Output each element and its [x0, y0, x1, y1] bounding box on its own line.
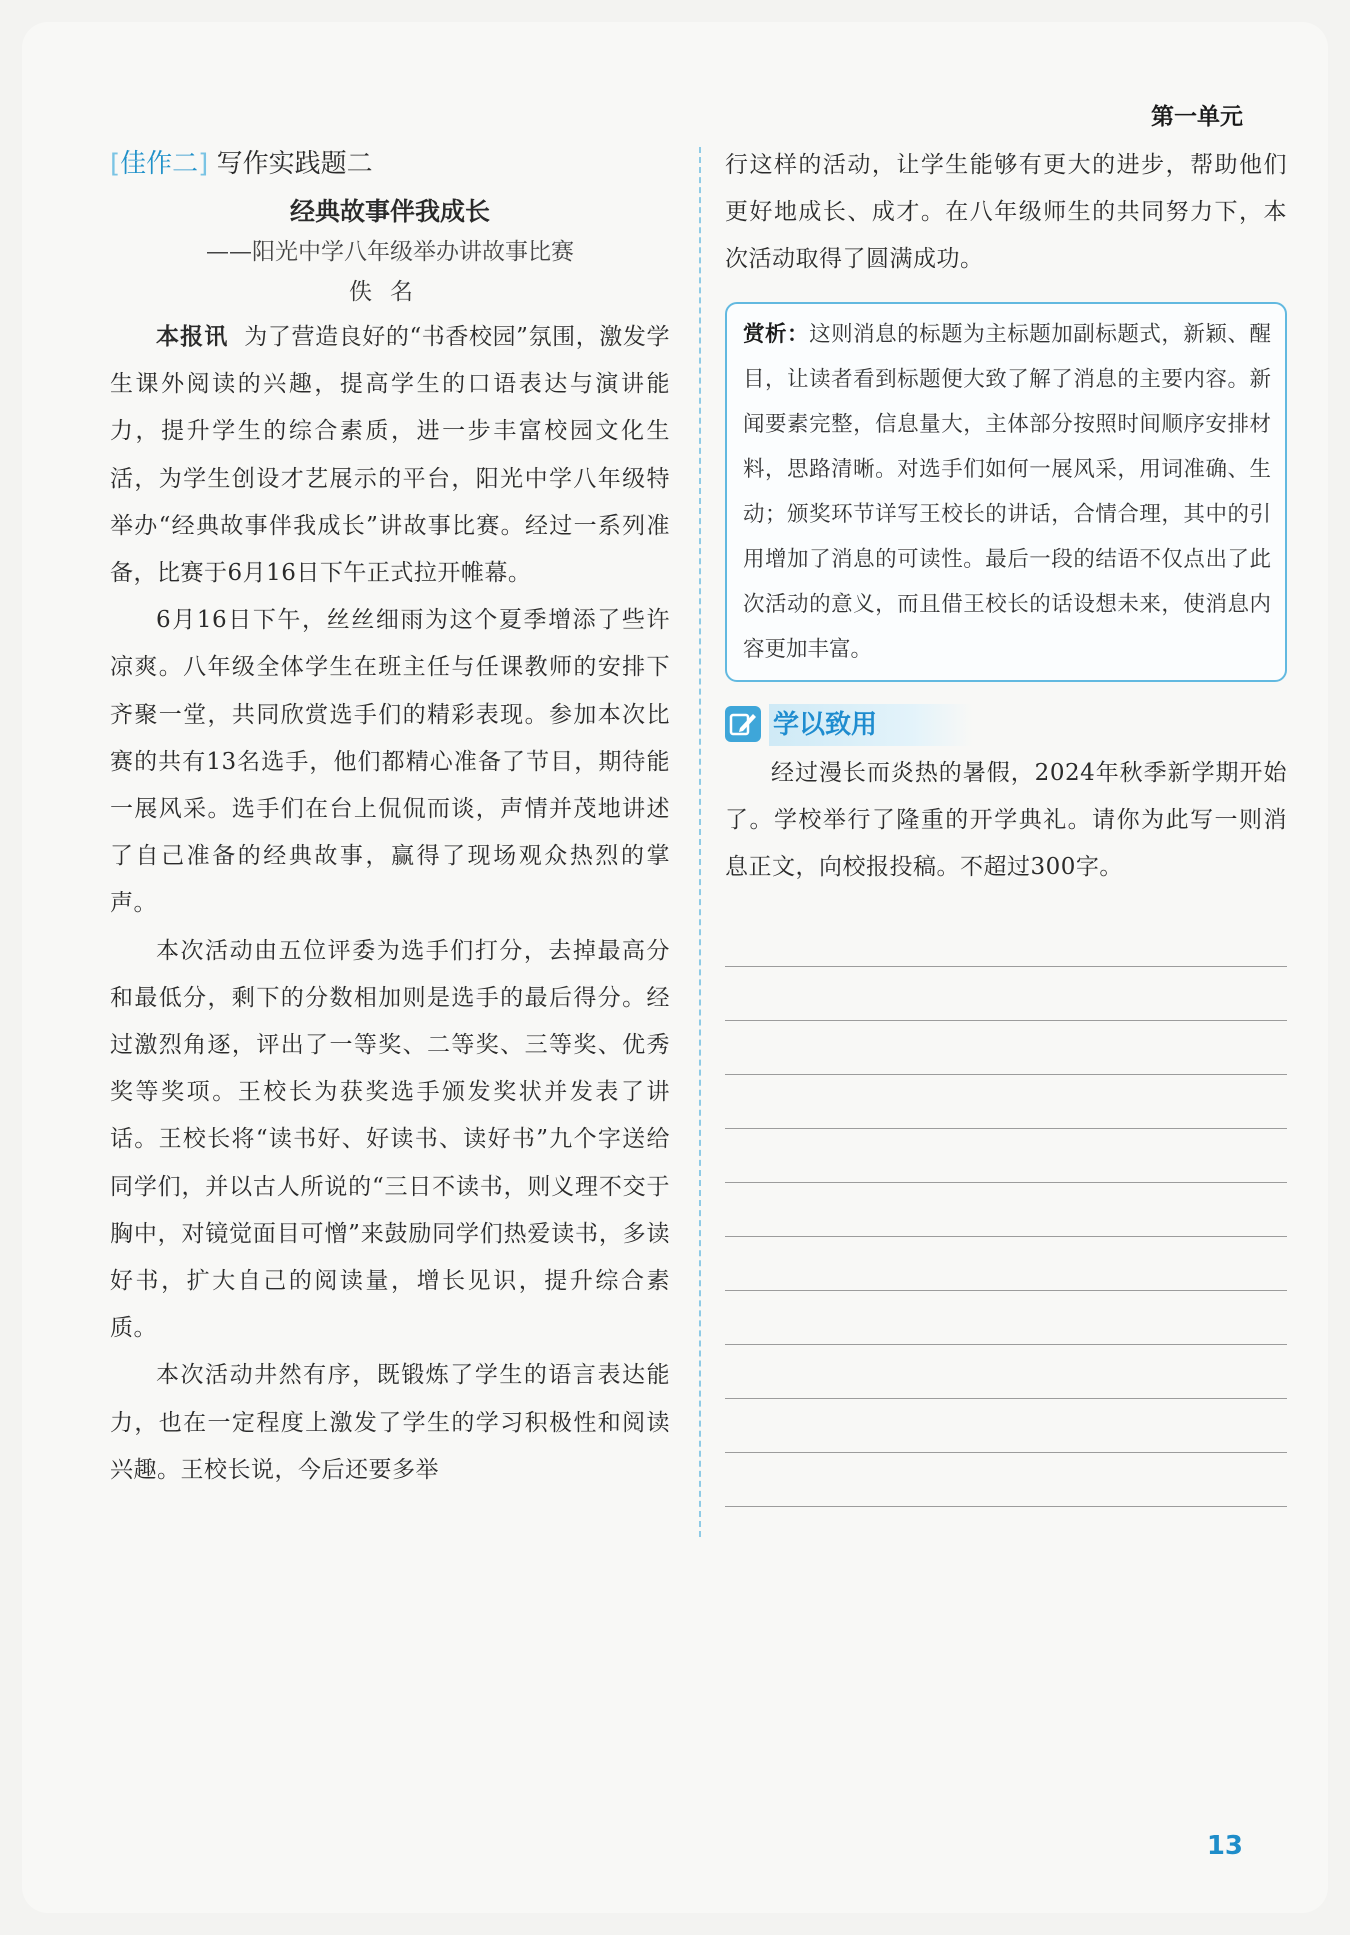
- pencil-icon: [725, 706, 761, 742]
- page-number: 13: [1206, 1831, 1243, 1861]
- writing-line[interactable]: [725, 1075, 1287, 1129]
- writing-line[interactable]: [725, 1453, 1287, 1507]
- writing-line[interactable]: [725, 913, 1287, 967]
- right-column: [725, 142, 1287, 1507]
- article-author: 佚名: [349, 279, 431, 305]
- essay-topic: 写作实践题二: [216, 149, 373, 179]
- writing-line[interactable]: [725, 1399, 1287, 1453]
- writing-line[interactable]: [725, 967, 1287, 1021]
- analysis-box: [725, 302, 1287, 682]
- article-paragraph-1: 本报讯 为了营造良好的“书香校园”氛围，激发学生课外阅读的兴趣，提高学生的口语表达与演讲能力，提升学生的综合素质，进一步丰富校园文化生活，为学生创设才艺展示的平台，阳光中学八年级特举办“经典故事伴我成长”讲故事比赛。经过一系列准备，比赛于6月16日下午正式拉开帷幕。: [110, 324, 670, 587]
- article-paragraph-2: 6月16日下午，丝丝细雨为这个夏季增添了些许凉爽。八年级全体学生在班主任与任课教师的安排下齐聚一堂，共同欣赏选手们的精彩表现。参加本次比赛的共有13名选手，他们都精心准备了节目，期待能一展风采。选手们在台上侃侃而谈，声情并茂地讲述了自己准备的经典故事，赢得了现场观众热烈的掌声。: [110, 607, 670, 917]
- writing-line[interactable]: [725, 1345, 1287, 1399]
- writing-line[interactable]: [725, 1183, 1287, 1237]
- writing-line[interactable]: [725, 1021, 1287, 1075]
- lead-label: 本报讯: [156, 324, 229, 350]
- writing-lines[interactable]: [725, 913, 1287, 1507]
- analysis-label: 赏析：: [743, 321, 810, 347]
- article-paragraph-3: 本次活动由五位评委为选手们打分，去掉最高分和最低分，剩下的分数相加则是选手的最后得分。经过激烈角逐，评出了一等奖、二等奖、三等奖、优秀奖等奖项。王校长为获奖选手颁发奖状并发表了讲话。王校长将“读书好、好读书、读好书”九个字送给同学们，并以古人所说的“三日不读书，则义理不交于胸中，对镜觉面目可憎”来鼓励同学们热爱读书，多读好书，扩大自己的阅读量，增长见识，提升综合素质。: [110, 937, 670, 1342]
- article-continuation: 行这样的活动，让学生能够有更大的进步，帮助他们更好地成长、成才。在八年级师生的共同努力下，本次活动取得了圆满成功。: [725, 152, 1287, 273]
- unit-label: 第一单元: [1151, 104, 1243, 130]
- essay-tag: [佳作二]: [110, 149, 209, 179]
- essay-heading: [110, 142, 670, 186]
- writing-line[interactable]: [725, 1291, 1287, 1345]
- column-divider: [699, 147, 701, 1537]
- practice-prompt: 经过漫长而炎热的暑假，2024年秋季新学期开始了。学校举行了隆重的开学典礼。请你为此写一则消息正文，向校报投稿。不超过300字。: [725, 759, 1287, 881]
- writing-line[interactable]: [725, 1237, 1287, 1291]
- article-column: [110, 142, 670, 1494]
- practice-title: 学以致用: [769, 704, 973, 746]
- page: [22, 22, 1328, 1913]
- analysis-text: 赏析：这则消息的标题为主标题加副标题式，新颖、醒目，让读者看到标题便大致了解了消息的主要内容。新闻要素完整，信息量大，主体部分按照时间顺序安排材料，思路清晰。对选手们如何一展风采，用词准确、生动；颁奖环节详写王校长的讲话，合情合理，其中的引用增加了消息的可读性。最后一段的结语不仅点出了此次活动的意义，而且借王校长的话设想未来，使消息内容更加丰富。: [743, 321, 1271, 662]
- article-subtitle: ——阳光中学八年级举办讲故事比赛: [206, 239, 574, 265]
- article-title: 经典故事伴我成长: [289, 197, 490, 226]
- practice-header: [725, 704, 1287, 750]
- writing-line[interactable]: [725, 1129, 1287, 1183]
- article-paragraph-4: 本次活动井然有序，既锻炼了学生的语言表达能力，也在一定程度上激发了学生的学习积极性和阅读兴趣。王校长说，今后还要多举: [110, 1362, 670, 1483]
